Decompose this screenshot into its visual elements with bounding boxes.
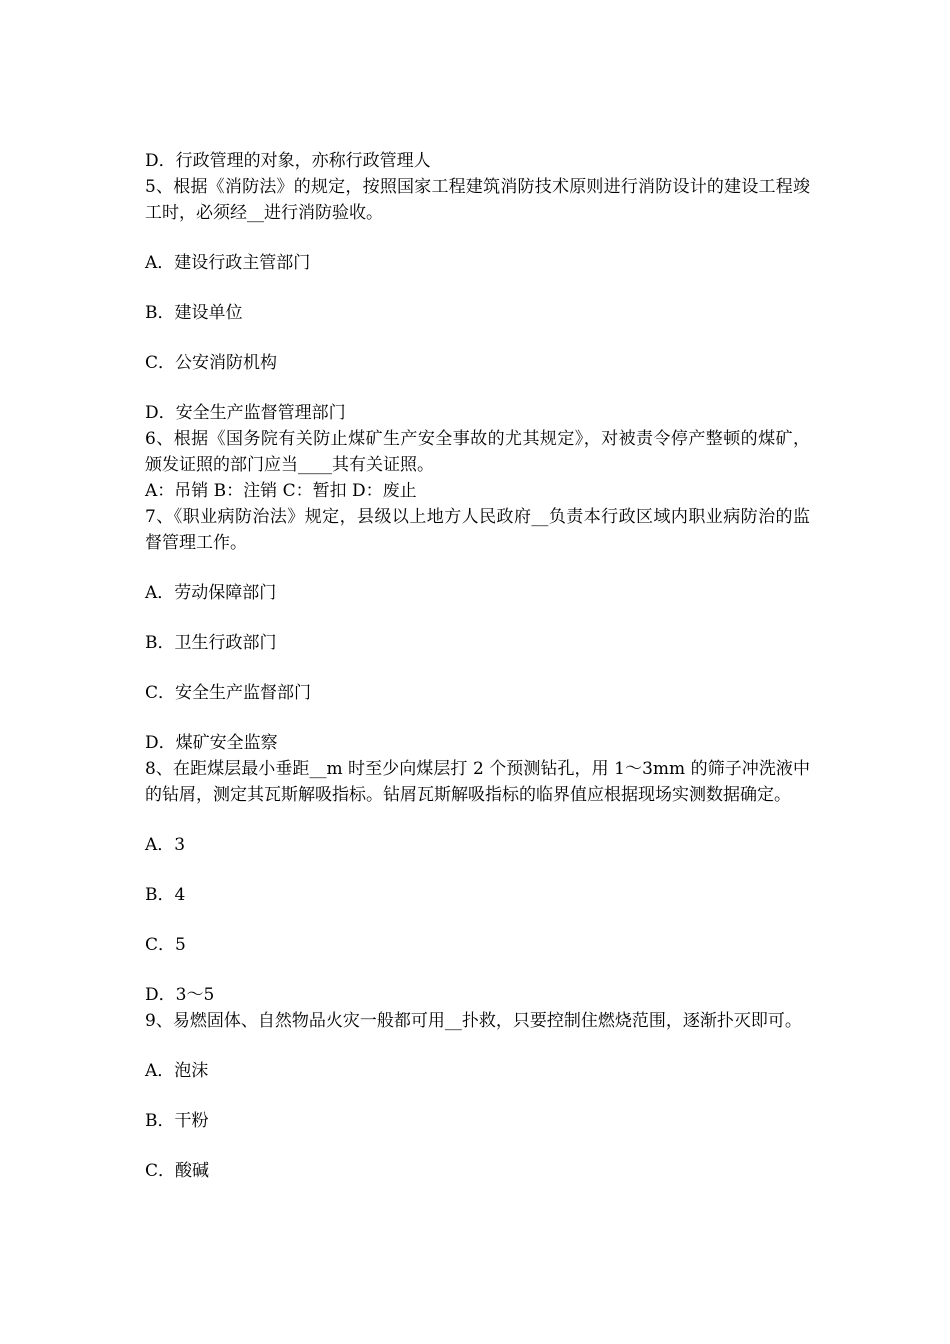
q7-option-a: A．劳动保障部门 — [145, 583, 277, 603]
question-5: 5、根据《消防法》的规定，按照国家工程建筑消防技术原则进行消防设计的建设工程竣工时，必须经__进行消防验收。 — [145, 177, 810, 223]
q7-option-b: B．卫生行政部门 — [145, 633, 277, 653]
q7-option-d: D．煤矿安全监察 — [145, 733, 278, 753]
q9-option-b: B．干粉 — [145, 1111, 209, 1131]
q8-option-b: B．4 — [145, 885, 186, 905]
q4-option-d: D．行政管理的对象，亦称行政管理人 — [145, 151, 431, 171]
q6-options: A：吊销 B：注销 C：暂扣 D：废止 — [145, 481, 417, 501]
q9-option-c: C．酸碱 — [145, 1161, 210, 1181]
q5-option-b: B．建设单位 — [145, 303, 243, 323]
q9-option-a: A．泡沫 — [145, 1061, 209, 1081]
q5-option-a: A．建设行政主管部门 — [145, 253, 311, 273]
question-6: 6、根据《国务院有关防止煤矿生产安全事故的尤其规定》，对被责令停产整顿的煤矿，颁发证照的部门应当____其有关证照。 — [145, 429, 810, 475]
question-9: 9、易燃固体、自然物品火灾一般都可用__扑救，只要控制住燃烧范围，逐渐扑灭即可。 — [145, 1011, 802, 1031]
question-7: 7、《职业病防治法》规定，县级以上地方人民政府__负责本行政区域内职业病防治的监督管理工作。 — [145, 507, 810, 553]
q7-option-c: C．安全生产监督部门 — [145, 683, 312, 703]
q5-option-d: D．安全生产监督管理部门 — [145, 403, 346, 423]
question-8: 8、在距煤层最小垂距__m 时至少向煤层打 2 个预测钻孔，用 1～3mm 的筛子冲洗液中的钻屑，测定其瓦斯解吸指标。钻屑瓦斯解吸指标的临界值应根据现场实测数据确定。 — [145, 759, 810, 805]
document-body — [145, 148, 810, 1184]
q8-option-c: C．5 — [145, 935, 186, 955]
q8-option-d: D．3～5 — [145, 985, 215, 1005]
q8-option-a: A．3 — [145, 835, 186, 855]
q5-option-c: C．公安消防机构 — [145, 353, 278, 373]
